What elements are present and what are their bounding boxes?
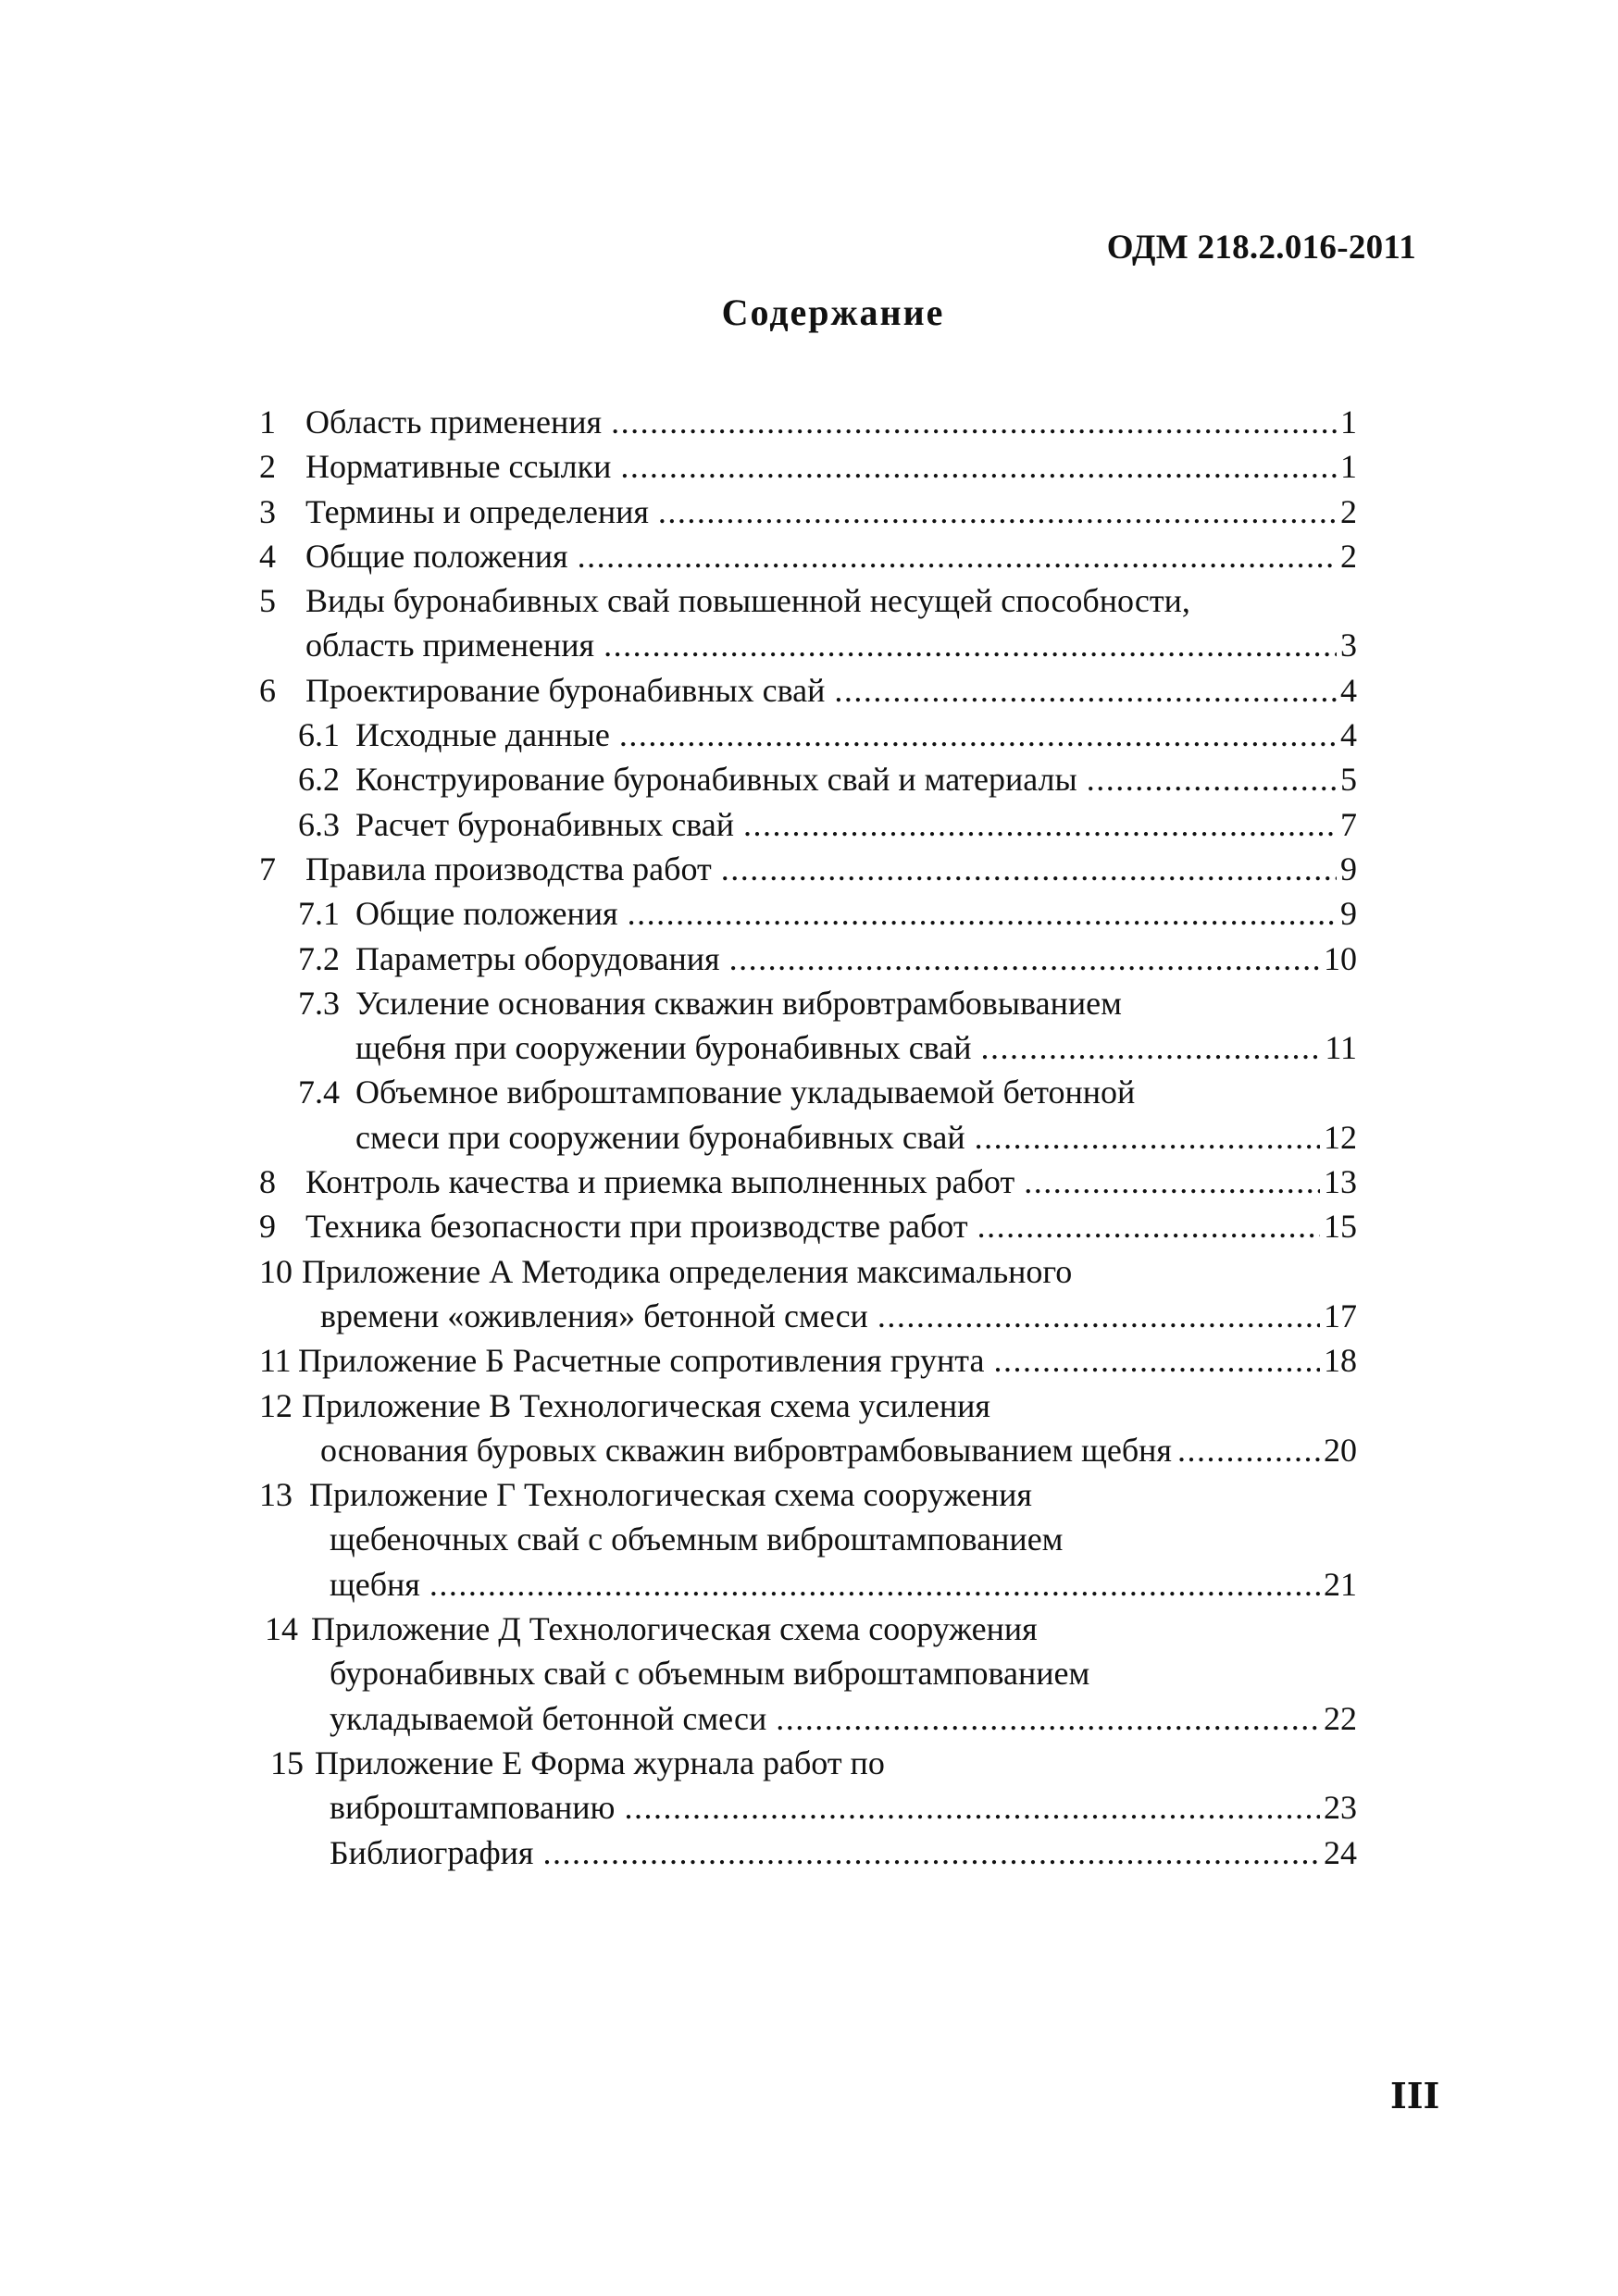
toc-entry-bibliography[interactable]: [259, 1831, 1370, 1875]
toc-number: 6.2: [298, 761, 340, 799]
toc-title: Параметры оборудования: [355, 939, 720, 977]
dot-leader: [578, 534, 1337, 578]
toc-title: Термины и определения: [305, 492, 649, 530]
toc-entry[interactable]: [259, 1249, 1370, 1294]
dot-leader: [619, 713, 1337, 757]
toc-subentry[interactable]: [259, 713, 1370, 757]
toc-title: Расчет буронабивных свай: [355, 805, 735, 843]
toc-subentry[interactable]: [259, 802, 1370, 847]
toc-number: 7.3: [298, 984, 340, 1022]
toc-entry[interactable]: [259, 847, 1370, 891]
toc-subentry[interactable]: [259, 937, 1370, 981]
toc-entry[interactable]: [259, 444, 1370, 489]
toc-number: 5: [259, 582, 276, 620]
toc-title: Приложение В Технологическая схема усиления: [302, 1386, 990, 1424]
toc-title: Объемное виброштампование укладываемой бетонной: [355, 1074, 1136, 1111]
toc-page: 21: [1324, 1565, 1357, 1603]
dot-leader: [620, 444, 1337, 489]
dot-leader: [429, 1562, 1320, 1607]
toc-entry-continuation[interactable]: [259, 1785, 1370, 1830]
toc-subentry[interactable]: [259, 757, 1370, 801]
toc-page: 23: [1324, 1789, 1357, 1827]
toc-page: 22: [1324, 1699, 1357, 1737]
toc-title: укладываемой бетонной смеси: [330, 1699, 767, 1737]
toc-entry[interactable]: [259, 1160, 1370, 1204]
toc-title: Приложение Е Форма журнала работ по: [315, 1744, 885, 1781]
toc-number: 11: [259, 1342, 292, 1380]
page-title: Содержание: [721, 292, 945, 333]
dot-leader: [743, 802, 1337, 847]
toc-number: 6: [259, 671, 276, 709]
toc-page: 10: [1324, 939, 1357, 977]
toc-entry[interactable]: [259, 1384, 1370, 1428]
dot-leader: [604, 623, 1337, 667]
toc-number: 8: [259, 1163, 276, 1201]
dot-leader: [977, 1204, 1320, 1248]
toc-title: Библиография: [330, 1833, 534, 1871]
toc-title: область применения: [305, 627, 595, 664]
dot-leader: [975, 1115, 1320, 1160]
dot-leader: [628, 891, 1337, 936]
toc-title: смеси при сооружении буронабивных свай: [355, 1118, 965, 1156]
toc-page: 20: [1324, 1431, 1357, 1469]
toc-title: Правила производства работ: [305, 850, 712, 887]
toc-page: 13: [1324, 1163, 1357, 1201]
toc-title: Конструирование буронабивных свай и материалы: [355, 761, 1077, 799]
toc-number: 7.1: [298, 895, 340, 933]
toc-entry-continuation[interactable]: [259, 1562, 1370, 1607]
dot-leader: [993, 1338, 1320, 1383]
toc-entry-continuation[interactable]: [259, 623, 1370, 667]
toc-entry[interactable]: [259, 1472, 1370, 1517]
toc-number: 15: [270, 1744, 304, 1781]
toc-page: 2: [1340, 537, 1357, 575]
toc-entry[interactable]: [259, 668, 1370, 713]
toc-page: 12: [1324, 1118, 1357, 1156]
toc-entry-continuation[interactable]: [259, 1294, 1370, 1338]
dot-leader: [1024, 1160, 1320, 1204]
toc-entry[interactable]: [259, 1204, 1370, 1248]
toc-page: 24: [1324, 1833, 1357, 1871]
toc-number: 9: [259, 1208, 276, 1246]
toc-number: 2: [259, 448, 276, 486]
dot-leader: [981, 1025, 1322, 1070]
dot-leader: [1177, 1428, 1320, 1472]
toc-number: 12: [259, 1386, 292, 1424]
toc-number: 4: [259, 537, 276, 575]
dot-leader: [877, 1294, 1320, 1338]
dot-leader: [624, 1785, 1320, 1830]
toc-page: 7: [1340, 805, 1357, 843]
table-of-contents: [259, 400, 1370, 1875]
toc-number: 7: [259, 850, 276, 887]
toc-subentry-continuation[interactable]: [259, 1115, 1370, 1160]
toc-number: 6.1: [298, 716, 340, 754]
toc-number: 3: [259, 492, 276, 530]
toc-page: 3: [1340, 627, 1357, 664]
toc-title: Приложение Г Технологическая схема сооружения: [309, 1476, 1032, 1514]
toc-number: 14: [265, 1610, 298, 1648]
toc-title: Общие положения: [305, 537, 568, 575]
toc-title: Исходные данные: [355, 716, 610, 754]
toc-title: Проектирование буронабивных свай: [305, 671, 826, 709]
toc-subentry[interactable]: [259, 891, 1370, 936]
toc-entry[interactable]: [259, 400, 1370, 444]
toc-title: Нормативные ссылки: [305, 448, 612, 486]
toc-title: щебня: [330, 1565, 420, 1603]
dot-leader: [611, 400, 1337, 444]
toc-title: буронабивных свай с объемным виброштампованием: [330, 1655, 1090, 1693]
toc-page: 4: [1340, 671, 1357, 709]
toc-page: 17: [1324, 1297, 1357, 1334]
page-number: III: [1390, 2075, 1440, 2116]
toc-entry[interactable]: [259, 1741, 1370, 1785]
toc-title: Усиление основания скважин вибровтрамбовыванием: [355, 984, 1122, 1022]
toc-number: 13: [259, 1476, 292, 1514]
toc-number: 7.2: [298, 939, 340, 977]
toc-entry-continuation[interactable]: [259, 1517, 1370, 1561]
dot-leader: [542, 1831, 1320, 1875]
toc-number: 7.4: [298, 1074, 340, 1111]
toc-page: 18: [1324, 1342, 1357, 1380]
toc-entry-continuation[interactable]: [259, 1428, 1370, 1472]
toc-title: Виды буронабивных свай повышенной несущей способности,: [305, 582, 1190, 620]
toc-number: 6.3: [298, 805, 340, 843]
toc-page: 4: [1340, 716, 1357, 754]
toc-number: 10: [259, 1252, 292, 1290]
toc-page: 5: [1340, 761, 1357, 799]
dot-leader: [729, 937, 1320, 981]
toc-entry-continuation[interactable]: [259, 1696, 1370, 1741]
toc-title: Общие положения: [355, 895, 618, 933]
dot-leader: [776, 1696, 1320, 1741]
toc-title: основания буровых скважин вибровтрамбовыванием щебня: [320, 1431, 1172, 1469]
toc-entry[interactable]: [259, 534, 1370, 578]
toc-number: 1: [259, 403, 276, 441]
toc-entry[interactable]: [259, 578, 1370, 623]
toc-page: 15: [1324, 1208, 1357, 1246]
toc-entry[interactable]: [259, 1607, 1370, 1651]
toc-page: 11: [1325, 1029, 1357, 1067]
toc-title: Приложение А Методика определения максимального: [302, 1252, 1073, 1290]
toc-title: виброштампованию: [330, 1789, 616, 1827]
toc-title: Техника безопасности при производстве работ: [305, 1208, 968, 1246]
toc-title: Область применения: [305, 403, 603, 441]
toc-subentry-continuation[interactable]: [259, 1025, 1370, 1070]
dot-leader: [658, 490, 1337, 534]
toc-title: щебеночных свай с объемным виброштампованием: [330, 1520, 1064, 1558]
toc-entry-continuation[interactable]: [259, 1651, 1370, 1695]
toc-title: Приложение Б Расчетные сопротивления грунта: [298, 1342, 985, 1380]
toc-page: 1: [1340, 403, 1357, 441]
dot-leader: [1087, 757, 1337, 801]
toc-page: 1: [1340, 448, 1357, 486]
toc-title: Приложение Д Технологическая схема сооружения: [311, 1610, 1038, 1648]
toc-subentry[interactable]: [259, 1070, 1370, 1114]
toc-entry[interactable]: [259, 490, 1370, 534]
toc-title: времени «оживления» бетонной смеси: [320, 1297, 868, 1334]
dot-leader: [834, 668, 1337, 713]
toc-page: 2: [1340, 492, 1357, 530]
toc-title: Контроль качества и приемка выполненных работ: [305, 1163, 1015, 1201]
toc-page: 9: [1340, 895, 1357, 933]
document-code: ОДМ 218.2.016-2011: [1106, 229, 1416, 267]
dot-leader: [721, 847, 1337, 891]
toc-title: щебня при сооружении буронабивных свай: [355, 1029, 972, 1067]
toc-subentry[interactable]: [259, 981, 1370, 1025]
toc-entry[interactable]: [259, 1338, 1370, 1383]
toc-page: 9: [1340, 850, 1357, 887]
